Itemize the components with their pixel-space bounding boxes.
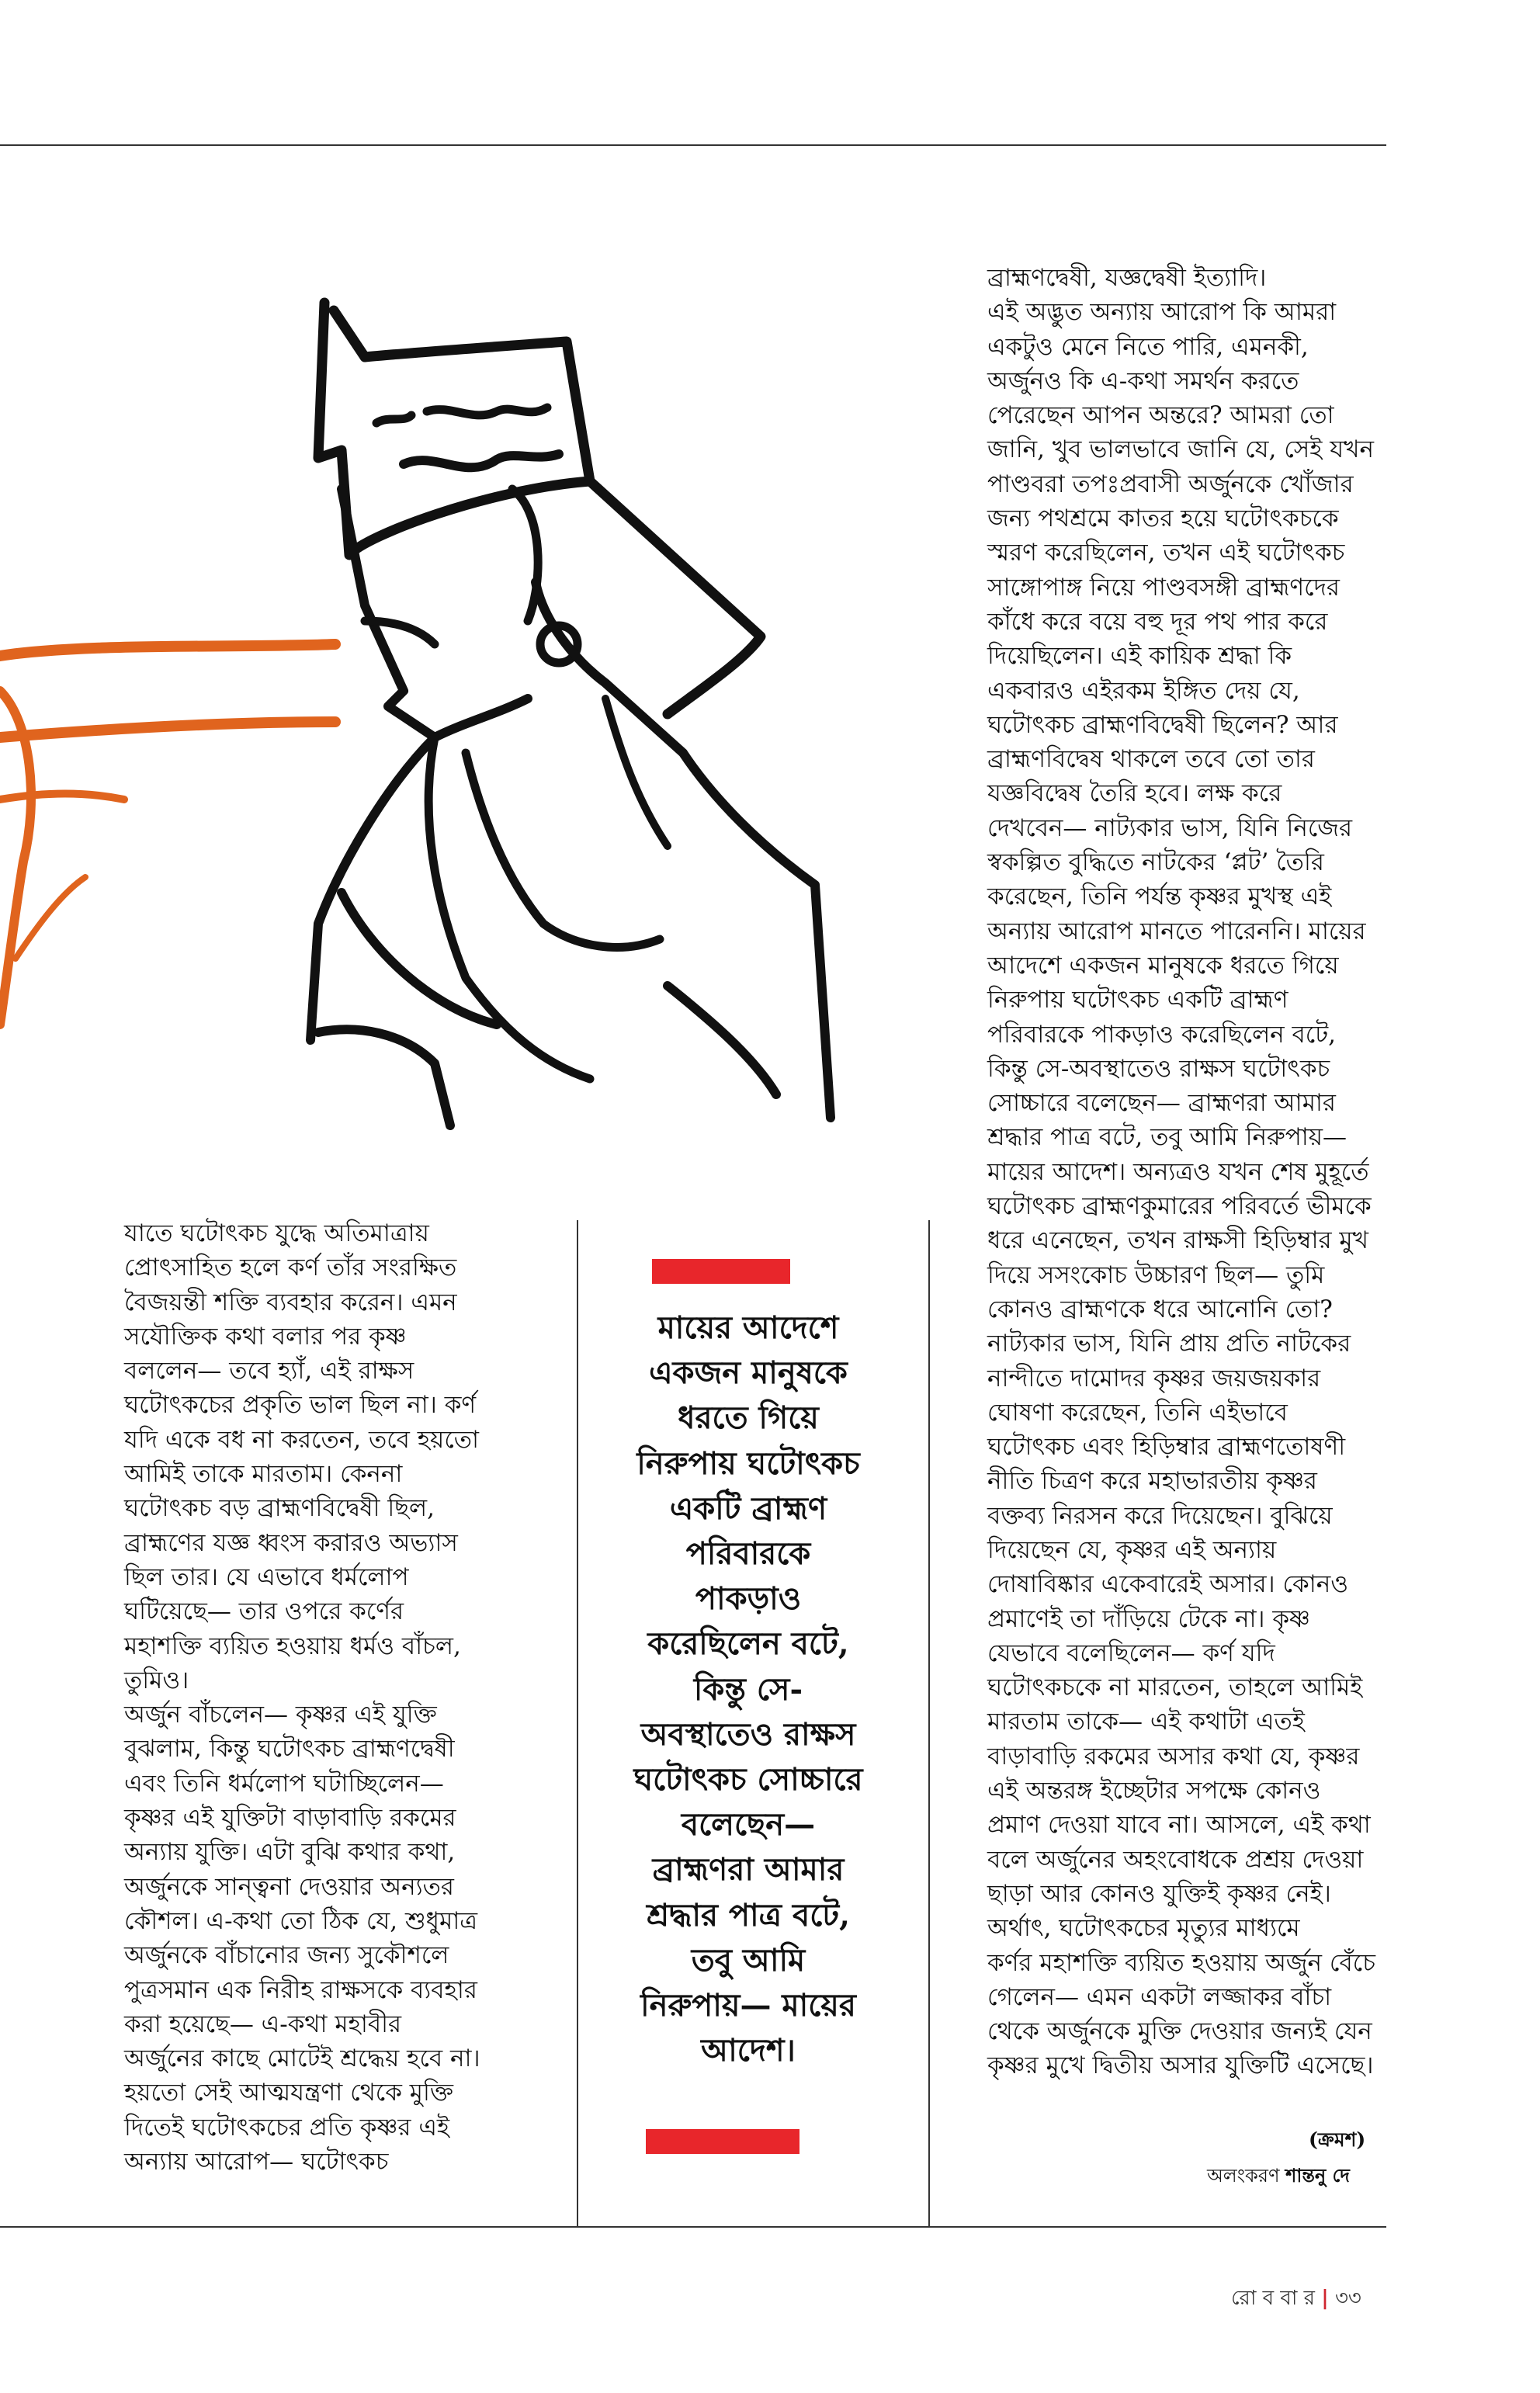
bottom-rule — [0, 2226, 1386, 2228]
column-divider-left — [577, 1220, 578, 2226]
illustration-credit — [1207, 2162, 1350, 2193]
series-label: (ক্রমশ) — [1309, 2128, 1366, 2151]
page-number: ৩৩ — [1334, 2287, 1361, 2310]
footer-separator: | — [1321, 2287, 1329, 2310]
illustration — [0, 256, 931, 1157]
magazine-name: রো ব বা র — [1231, 2287, 1315, 2310]
figure-drawing — [310, 303, 831, 1125]
pull-quote-top-bar — [652, 1259, 790, 1284]
top-rule — [0, 144, 1386, 146]
page-footer — [1231, 2282, 1361, 2316]
article-right-column: ব্রাহ্মণদ্বেষী, যজ্ঞদ্বেষী ইত্যাদি। এই অদ্ভুত অন্যায় আরোপ কি আমরা একটুও মেনে নিতে পারি, এমনকী, অর্জুনও কি এ-কথা সমর্থন করতে পেরেছেন আপন অন্তরে? আমরা তো জানি, খুব ভালভাবে জানি যে, সেই যখন পাণ্ডবরা তপঃপ্রবাসী অর্জুনকে খোঁজার জন্য পথশ্রমে কাতর হয়ে ঘটোৎকচকে স্মরণ করেছিলেন, তখন এই ঘটোৎকচ সাঙ্গোপাঙ্গ নিয়ে পাণ্ডবসঙ্গী ব্রাহ্মণদের কাঁধে করে বয়ে বহু দূর পথ পার করে দিয়েছিলেন। এই কায়িক শ্রদ্ধা কি একবারও এইরকম ইঙ্গিত দেয় যে, ঘটোৎকচ ব্রাহ্মণবিদ্বেষী ছিলেন? আর ব্রাহ্মণবিদ্বেষ থাকলে তবে তো তার যজ্ঞবিদ্বেষ তৈরি হবে। লক্ষ করে দেখবেন— নাট্যকার ভাস, যিনি নিজের স্বকল্পিত বুদ্ধিতে নাটকের ‘প্লট’ তৈরি করেছেন, তিনি পর্যন্ত কৃষ্ণর মুখস্থ এই অন্যায় আরোপ মানতে পারেননি। মায়ের আদেশে একজন মানুষকে ধরতে গিয়ে নিরুপায় ঘটোৎকচ একটি ব্রাহ্মণ পরিবারকে পাকড়াও করেছিলেন বটে, কিন্তু সে-অবস্থাতেও রাক্ষস ঘটোৎকচ সোচ্চারে বলেছেন— ব্রাহ্মণরা আমার শ্রদ্ধার পাত্র বটে, তবু আমি নিরুপায়— মায়ের আদেশ। অন্যত্রও যখন শেষ মুহূর্তে ঘটোৎকচ ব্রাহ্মণকুমারের পরিবর্তে ভীমকে ধরে এনেছেন, তখন রাক্ষসী হিড়িম্বার মুখ দিয়ে সসংকোচ উচ্চারণ ছিল— তুমি কোনও ব্রাহ্মণকে ধরে আনোনি তো? নাট্যকার ভাস, যিনি প্রায় প্রতি নাটকের নান্দীতে দামোদর কৃষ্ণর জয়জয়কার ঘোষণা করেছেন, তিনি এইভাবে ঘটোৎকচ এবং হিড়িম্বার ব্রাহ্মণতোষণী নীতি চিত্রণ করে মহাভারতীয় কৃষ্ণর বক্তব্য নিরসন করে দিয়েছেন। বুঝিয়ে দিয়েছেন যে, কৃষ্ণর এই অন্যায় দোষাবিষ্কার একেবারেই অসার। কোনও প্রমাণেই তা দাঁড়িয়ে টেকে না। কৃষ্ণ যেভাবে বলেছিলেন— কর্ণ যদি ঘটোৎকচকে না মারতেন, তাহলে আমিই মারতাম তাকে— এই কথাটা এতই বাড়াবাড়ি রকমের অসার কথা যে, কৃষ্ণর এই অন্তরঙ্গ ইচ্ছেটার সপক্ষে কোনও প্রমাণ দেওয়া যাবে না। আসলে, এই কথা বলে অর্জুনের অহংবোধকে প্রশ্রয় দেওয়া ছাড়া আর কোনও যুক্তিই কৃষ্ণর নেই। অর্থাৎ, ঘটোৎকচের মৃত্যুর মাধ্যমে কর্ণর মহাশক্তি ব্যয়িত হওয়ায় অর্জুন বেঁচে গেলেন— এমন একটা লজ্জাকর বাঁচা থেকে অর্জুনকে মুক্তি দেওয়ার জন্যই যেন কৃষ্ণর মুখে দ্বিতীয় অসার যুক্তিটি এসেছে। — [987, 264, 1375, 2080]
article-left-column: যাতে ঘটোৎকচ যুদ্ধে অতিমাত্রায় প্রোৎসাহিত হলে কর্ণ তাঁর সংরক্ষিত বৈজয়ন্তী শক্তি ব্যবহার করেন। এমন সযৌক্তিক কথা বলার পর কৃষ্ণ বললেন— তবে হ্যাঁ, এই রাক্ষস ঘটোৎকচের প্রকৃতি ভাল ছিল না। কর্ণ যদি একে বধ না করতেন, তবে হয়তো আমিই তাকে মারতাম। কেননা ঘটোৎকচ বড় ব্রাহ্মণবিদ্বেষী ছিল, ব্রাহ্মণের যজ্ঞ ধ্বংস করারও অভ্যাস ছিল তার। যে এভাবে ধর্মলোপ ঘটিয়েছে— তার ওপরে কর্ণের মহাশক্তি ব্যয়িত হওয়ায় ধর্মও বাঁচল, তুমিও। অর্জুন বাঁচলেন— কৃষ্ণর এই যুক্তি বুঝলাম, কিন্তু ঘটোৎকচ ব্রাহ্মণদ্বেষী এবং তিনি ধর্মলোপ ঘটাচ্ছিলেন— কৃষ্ণর এই যুক্তিটা বাড়াবাড়ি রকমের অন্যায় যুক্তি। এটা বুঝি কথার কথা, অর্জুনকে সান্ত্বনা দেওয়ার অন্যতর কৌশল। এ-কথা তো ঠিক যে, শুধুমাত্র অর্জুনকে বাঁচানোর জন্য সুকৌশলে পুত্রসমান এক নিরীহ রাক্ষসকে ব্যবহার করা হয়েছে— এ-কথা মহাবীর অর্জুনের কাছে মোটেই শ্রদ্ধেয় হবে না। হয়তো সেই আত্মযন্ত্রণা থেকে মুক্তি দিতেই ঘটোৎকচের প্রতি কৃষ্ণর এই অন্যায় আরোপ— ঘটোৎকচ — [124, 1219, 480, 2176]
pull-quote: মায়ের আদেশে একজন মানুষকে ধরতে গিয়ে নিরুপায় ঘটোৎকচ একটি ব্রাহ্মণ পরিবারকে পাকড়াও করেছিলেন বটে, কিন্তু সে- অবস্থাতেও রাক্ষস ঘটোৎকচ সোচ্চারে বলেছেন— ব্রাহ্মণরা আমার শ্রদ্ধার পাত্র বটে, তবু আমি নিরুপায়— মায়ের আদেশ। — [633, 1309, 863, 2069]
credit-name: শান্তনু দে — [1285, 2164, 1350, 2187]
credit-label: অলংকরণ — [1207, 2165, 1280, 2187]
orange-arm-drawing — [0, 644, 335, 1025]
column-divider-right — [928, 1220, 930, 2226]
pull-quote-bottom-bar — [646, 2129, 799, 2154]
